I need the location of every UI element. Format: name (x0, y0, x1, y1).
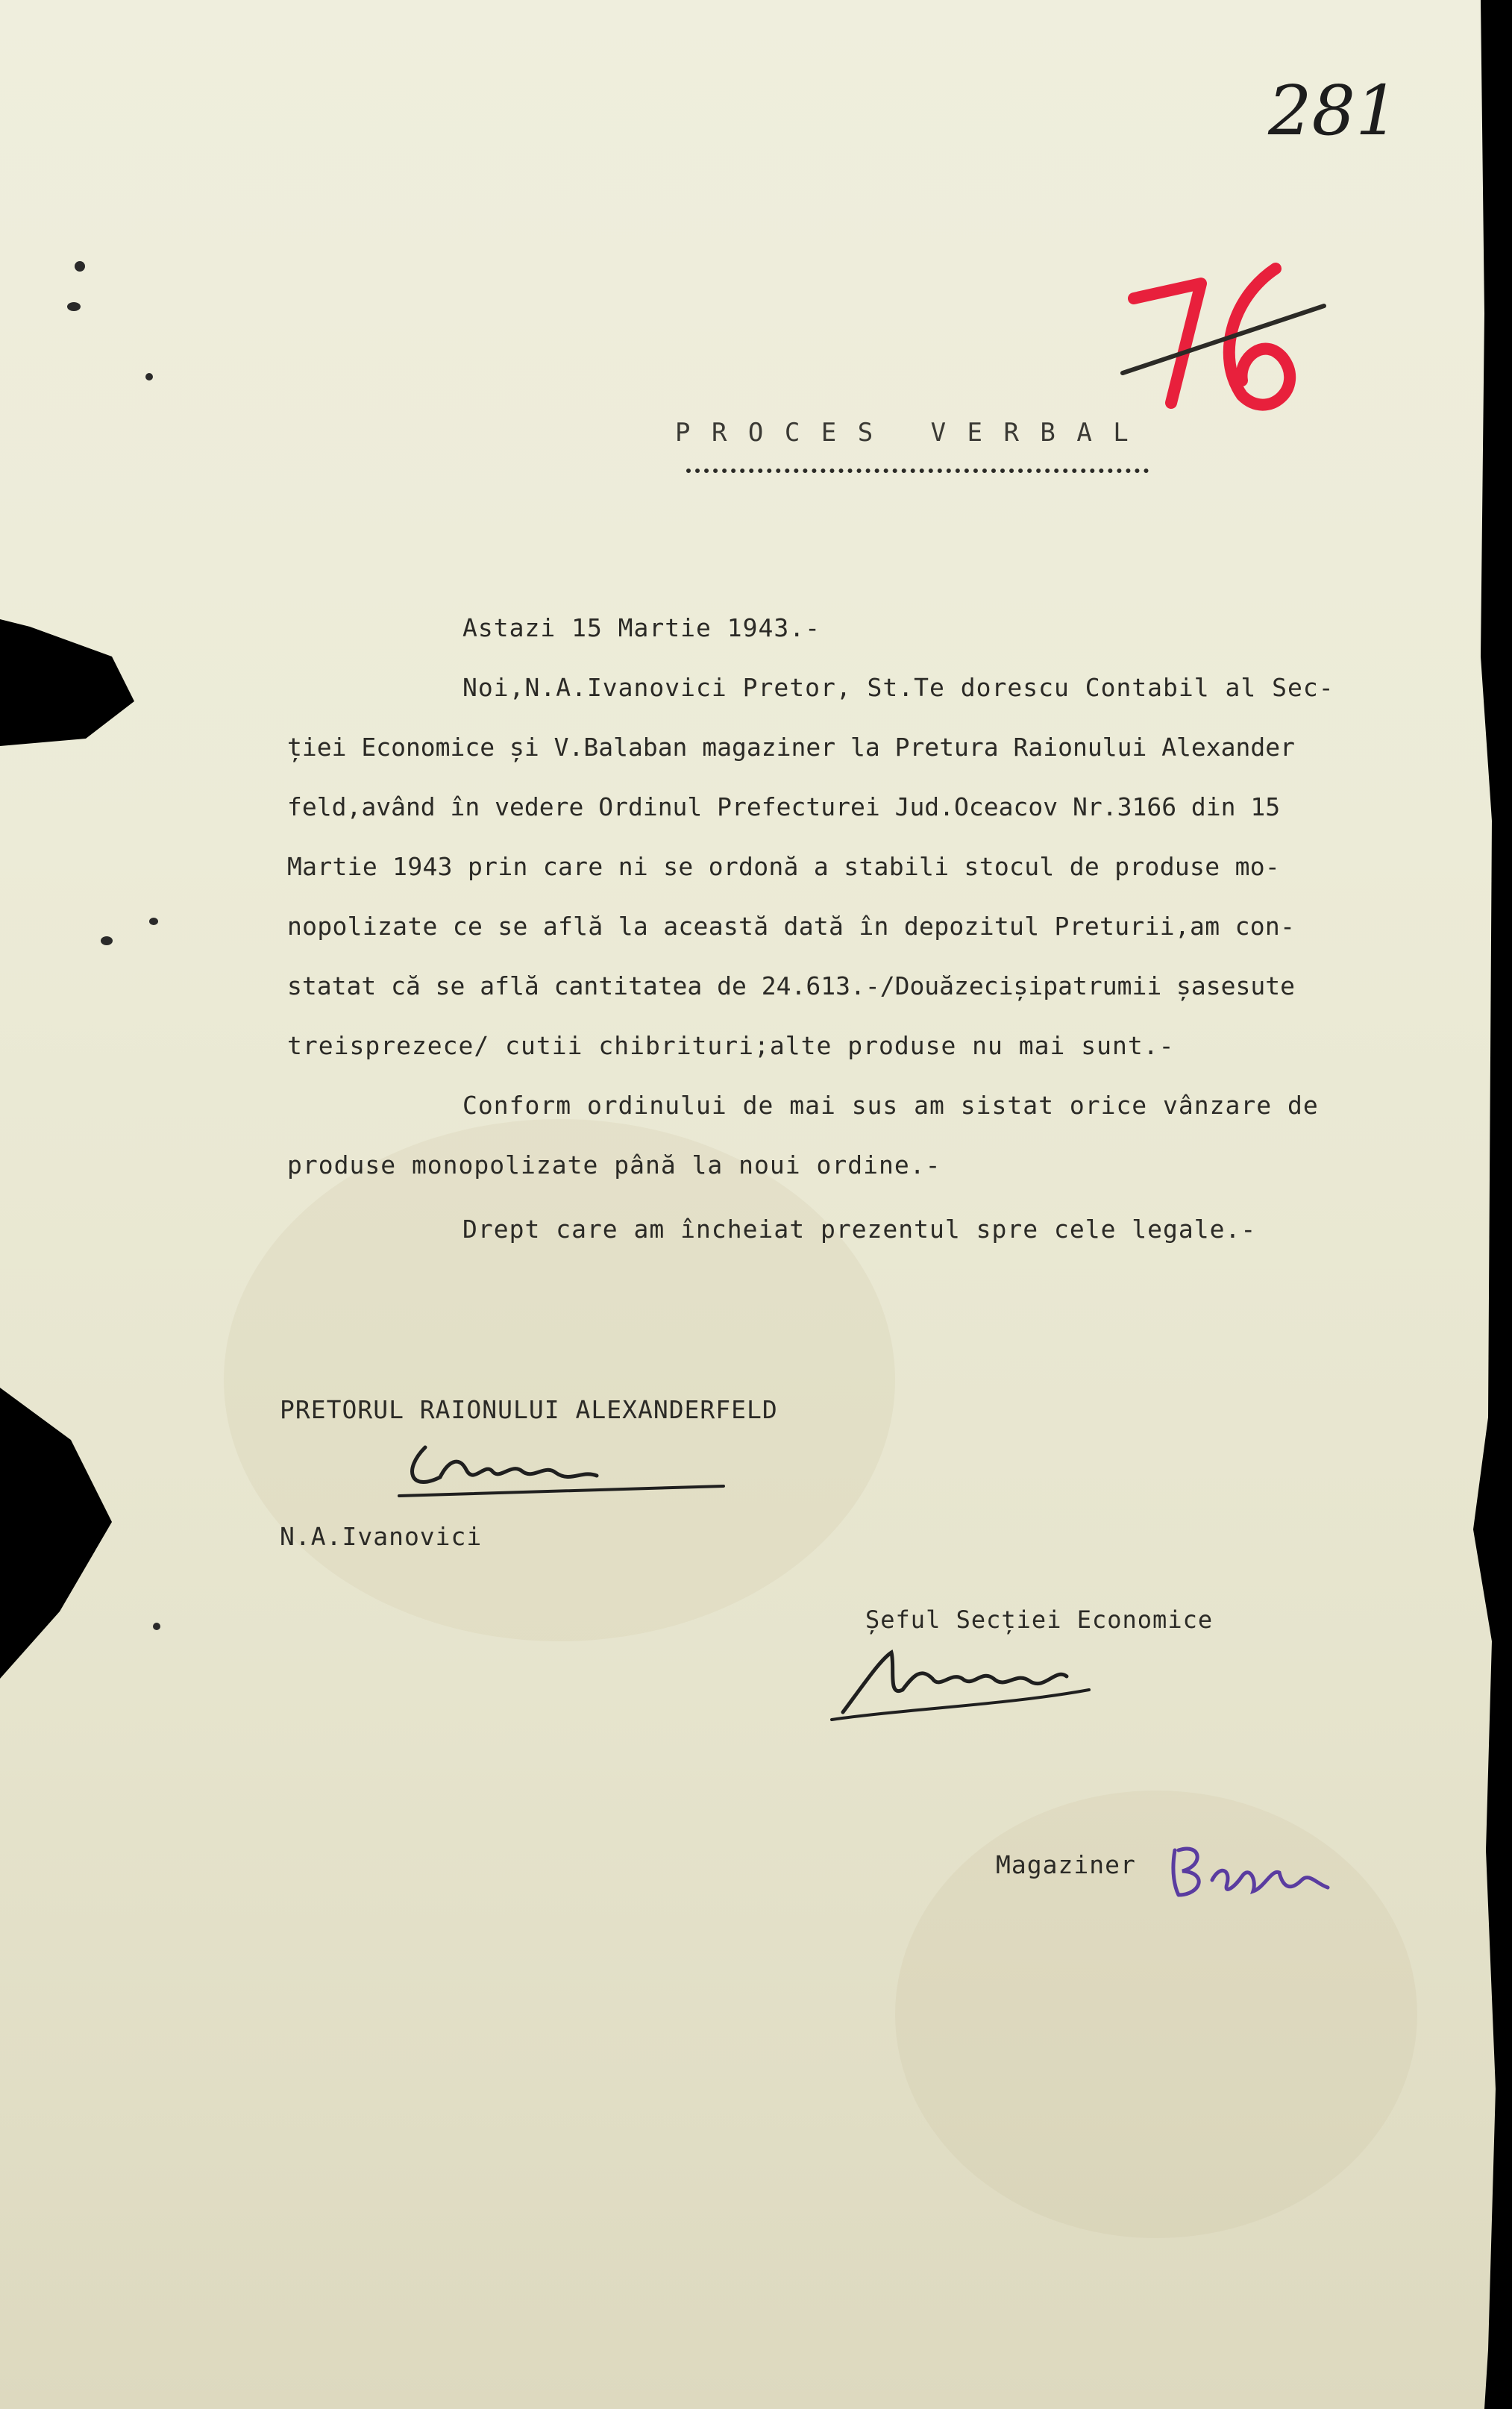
body-line: ției Economice și V.Balaban magaziner la Pretura Raionului Alexander (287, 733, 1296, 762)
paper-stain (895, 1791, 1417, 2238)
page-number: 281 (1268, 71, 1399, 151)
document-title: P R O C E S V E R B A L (675, 418, 1132, 448)
red-pencil-annotation (1119, 254, 1328, 433)
pretor-name: N.A.Ivanovici (280, 1522, 483, 1551)
binder-hole-mark (67, 302, 81, 311)
pretor-signature (395, 1417, 738, 1507)
body-line: feld,având în vedere Ordinul Prefecturei Jud.Oceacov Nr.3166 din 15 (287, 792, 1281, 821)
binder-hole-mark (145, 373, 153, 380)
body-line: treisprezece/ cutii chibrituri;alte produse nu mai sunt.- (287, 1031, 1175, 1060)
binder-hole-mark (101, 936, 113, 945)
title-underline (686, 469, 1149, 473)
sef-sectie-signature (821, 1638, 1149, 1735)
binder-hole-mark (153, 1623, 160, 1630)
body-line: Drept care am încheiat prezentul spre cele legale.- (462, 1215, 1257, 1244)
body-line: Noi,N.A.Ivanovici Pretor, St.Te dorescu Contabil al Sec- (462, 673, 1334, 702)
pretor-title: PRETORUL RAIONULUI ALEXANDERFELD (280, 1395, 778, 1424)
body-line: nopolizate ce se află la această dată în depozitul Preturii,am con- (287, 912, 1296, 941)
binder-hole-mark (149, 918, 158, 925)
body-line: statat că se află cantitatea de 24.613.-/Douăzecișipatrumii șasesute (287, 971, 1296, 1000)
magaziner-label: Magaziner (996, 1850, 1136, 1879)
body-line: Conform ordinului de mai sus am sistat orice vânzare de (462, 1091, 1319, 1120)
sef-sectie-title: Șeful Secției Economice (865, 1606, 1214, 1634)
binder-hole-mark (75, 261, 85, 272)
date-line: Astazi 15 Martie 1943.- (462, 613, 821, 642)
magaziner-signature (1160, 1828, 1339, 1910)
body-line: Martie 1943 prin care ni se ordonă a stabili stocul de produse mo- (287, 852, 1281, 881)
paper-stain (224, 1119, 895, 1641)
body-line: produse monopolizate până la noui ordine.- (287, 1150, 941, 1180)
